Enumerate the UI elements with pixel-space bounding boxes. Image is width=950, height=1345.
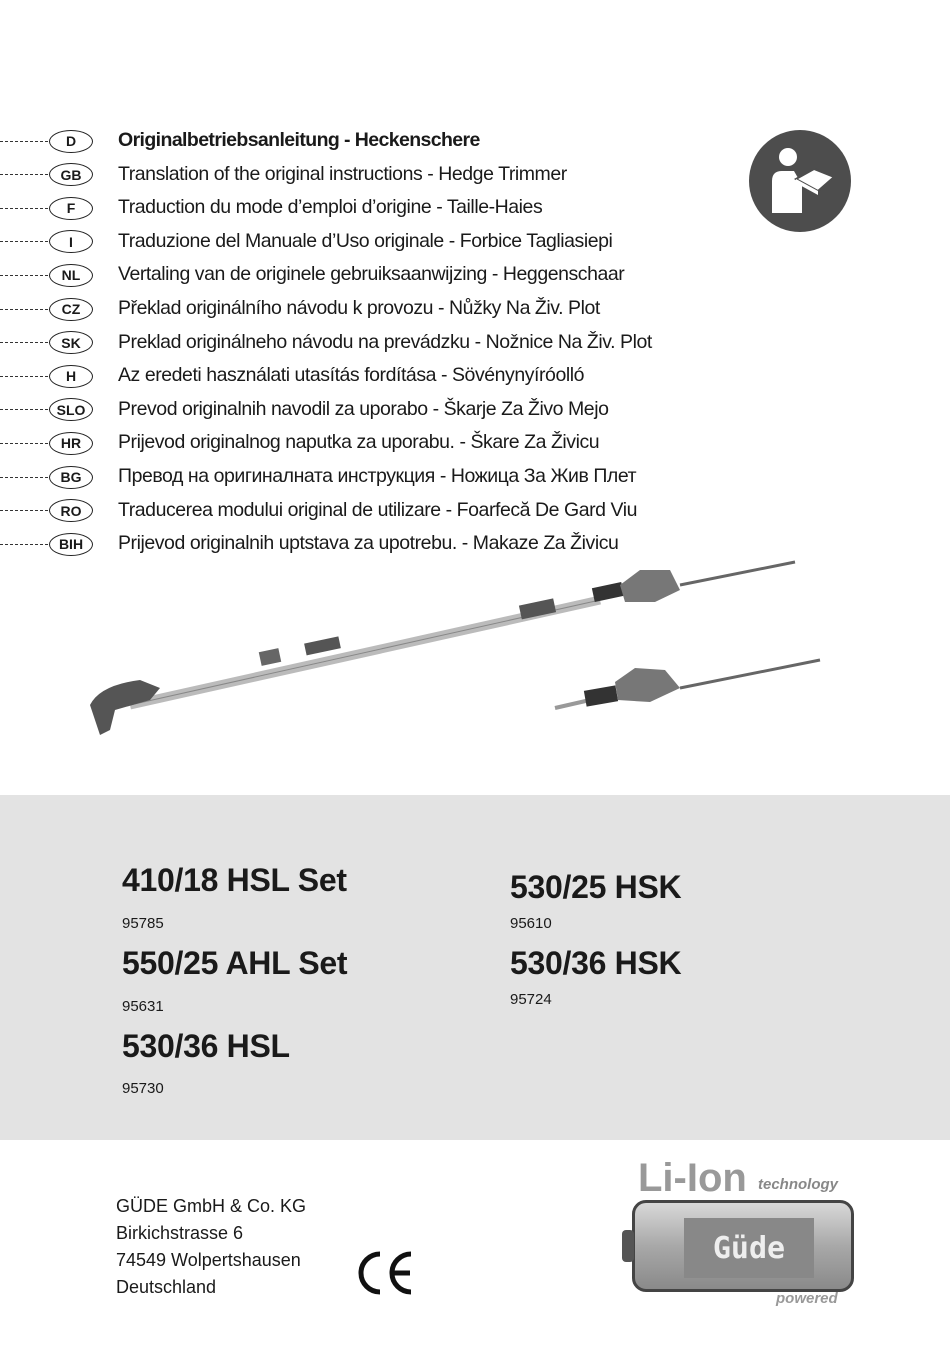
model-number: 95785 (122, 915, 164, 932)
language-row (0, 462, 637, 492)
language-row (0, 428, 600, 458)
logo-li-ion: Li-Ion (638, 1156, 747, 1200)
language-row (0, 294, 600, 324)
language-row (0, 496, 638, 526)
read-manual-icon (748, 129, 852, 238)
model-name: 550/25 AHL Set (122, 945, 348, 981)
model-number: 95730 (122, 1080, 164, 1097)
model-name: 410/18 HSL Set (122, 862, 347, 898)
logo-technology: technology (758, 1176, 839, 1193)
country: Deutschland (116, 1277, 217, 1297)
model-number: 95724 (510, 991, 552, 1008)
leader-line (0, 141, 48, 142)
logo-powered: powered (776, 1290, 838, 1307)
language-code-badge: I (49, 230, 93, 253)
language-title: Prijevod originalnog naputka za uporabu. - Škare Za Živicu (118, 431, 600, 454)
leader-line (0, 309, 48, 310)
language-title: Traduzione del Manuale d’Uso originale - Forbice Tagliasiepi (118, 229, 613, 252)
leader-line (0, 477, 48, 478)
language-title: Превод на оригиналната инструкция - Ножица За Жив Плет (118, 465, 637, 487)
language-code-badge: NL (49, 264, 93, 287)
city: 74549 Wolpertshausen (116, 1250, 301, 1270)
logo-brand: Güde (684, 1218, 814, 1278)
language-row (0, 160, 567, 190)
language-code-badge: H (49, 365, 93, 388)
language-code-badge: BIH (49, 533, 93, 556)
li-ion-guede-logo (612, 1152, 862, 1322)
language-row (0, 260, 625, 290)
leader-line (0, 174, 48, 175)
leader-line (0, 376, 48, 377)
ce-mark (354, 1250, 414, 1301)
language-title: Az eredeti használati utasítás fordítása - Sövénynyíróolló (118, 364, 584, 387)
language-code-badge: SK (49, 331, 93, 354)
model-name: 530/25 HSK (510, 869, 682, 905)
language-code-badge: F (49, 197, 93, 220)
language-row (0, 193, 543, 223)
leader-line (0, 208, 48, 209)
company-name: GÜDE GmbH & Co. KG (116, 1196, 307, 1216)
language-row (0, 395, 609, 425)
language-title: Translation of the original instructions - Hedge Trimmer (118, 162, 567, 185)
language-title: Prevod originalnih navodil za uporabo - Škarje Za Živo Mejo (118, 397, 609, 420)
language-row (0, 361, 584, 391)
model-name: 530/36 HSL (122, 1028, 290, 1064)
language-code-badge: CZ (49, 298, 93, 321)
leader-line (0, 510, 48, 511)
model-number: 95610 (510, 915, 552, 932)
language-title: Prijevod originalnih uptstava za upotrebu. - Makaze Za Živicu (118, 532, 619, 555)
language-code-badge: D (49, 130, 93, 153)
language-code-badge: BG (49, 466, 93, 489)
models-band (0, 795, 950, 1140)
product-image (40, 540, 840, 785)
leader-line (0, 241, 48, 242)
language-row (0, 227, 613, 257)
language-title: Preklad originálneho návodu na prevádzku - Nožnice Na Živ. Plot (118, 330, 652, 353)
language-title: Traduction du mode d’emploi d’origine - Taille-Haies (118, 196, 543, 219)
leader-line (0, 275, 48, 276)
leader-line (0, 409, 48, 410)
language-title: Originalbetriebsanleitung - Heckenschere (118, 129, 480, 151)
leader-line (0, 342, 48, 343)
language-row (0, 328, 652, 358)
language-code-badge: SLO (49, 398, 93, 421)
street: Birkichstrasse 6 (116, 1223, 244, 1243)
company-address (116, 1193, 306, 1301)
model-name: 530/36 HSK (510, 945, 682, 981)
language-title: Vertaling van de originele gebruiksaanwijzing - Heggenschaar (118, 263, 625, 286)
language-row (0, 126, 480, 156)
language-title: Překlad originálního návodu k provozu - Nůžky Na Živ. Plot (118, 297, 600, 319)
language-code-badge: HR (49, 432, 93, 455)
language-title: Traducerea modului original de utilizare - Foarfecă De Gard Viu (118, 498, 638, 521)
language-code-badge: GB (49, 163, 93, 186)
model-number: 95631 (122, 998, 164, 1015)
language-code-badge: RO (49, 499, 93, 522)
leader-line (0, 443, 48, 444)
